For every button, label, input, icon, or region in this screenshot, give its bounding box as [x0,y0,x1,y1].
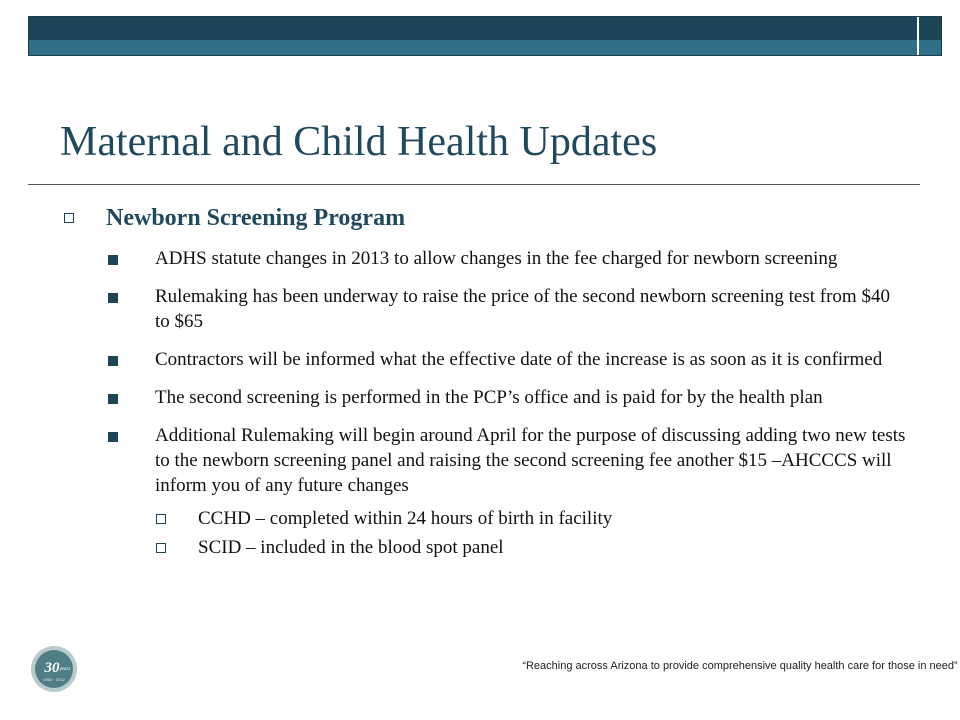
top-banner [28,16,942,56]
hollow-square-bullet-icon [156,543,166,553]
section-heading-item [64,203,405,233]
bullet-text: Contractors will be informed what the effective date of the increase is as soon as it is confirmed [155,349,883,370]
list-item [108,385,908,410]
sub-bullet-text: CCHD – completed within 24 hours of birth in facility [198,508,613,529]
seal-years: 1982 · 2012 [43,677,65,682]
list-item [108,284,908,334]
hollow-square-bullet-icon [156,514,166,524]
banner-bar-light [29,40,917,55]
bullet-text: The second screening is performed in the PCP’s office and is paid for by the health plan [155,387,823,408]
bullet-list [108,246,908,564]
bullet-text: ADHS statute changes in 2013 to allow changes in the fee charged for newborn screening [155,248,838,269]
title-divider [28,184,920,185]
banner-box-light [919,40,941,55]
filled-square-bullet-icon [108,394,118,404]
list-item [108,246,908,271]
list-item [108,347,908,372]
filled-square-bullet-icon [108,255,118,265]
filled-square-bullet-icon [108,432,118,442]
sub-bullet-text: SCID – included in the blood spot panel [198,537,504,558]
slide-title: Maternal and Child Health Updates [60,119,658,165]
filled-square-bullet-icon [108,356,118,366]
anniversary-seal-icon [30,645,78,693]
sub-list-item [156,535,908,560]
section-heading: Newborn Screening Program [106,205,406,231]
banner-box-dark [919,17,941,40]
hollow-square-bullet-icon [64,213,74,223]
footer-tagline: “Reaching across Arizona to provide comprehensive quality health care for those in need” [522,660,958,672]
list-item [108,423,908,498]
seal-number: 30 [44,660,60,676]
banner-bar-dark [29,17,917,40]
bullet-text: Additional Rulemaking will begin around April for the purpose of discussing adding two new tests to the newborn screening panel and raising the second screening fee another $15 –AHCCCS will inform you of any future changes [155,425,906,496]
sub-list-item [156,506,908,531]
bullet-text: Rulemaking has been underway to raise the price of the second newborn screening test from $40 to $65 [155,286,890,332]
filled-square-bullet-icon [108,293,118,303]
seal-subtext: years [59,667,71,672]
